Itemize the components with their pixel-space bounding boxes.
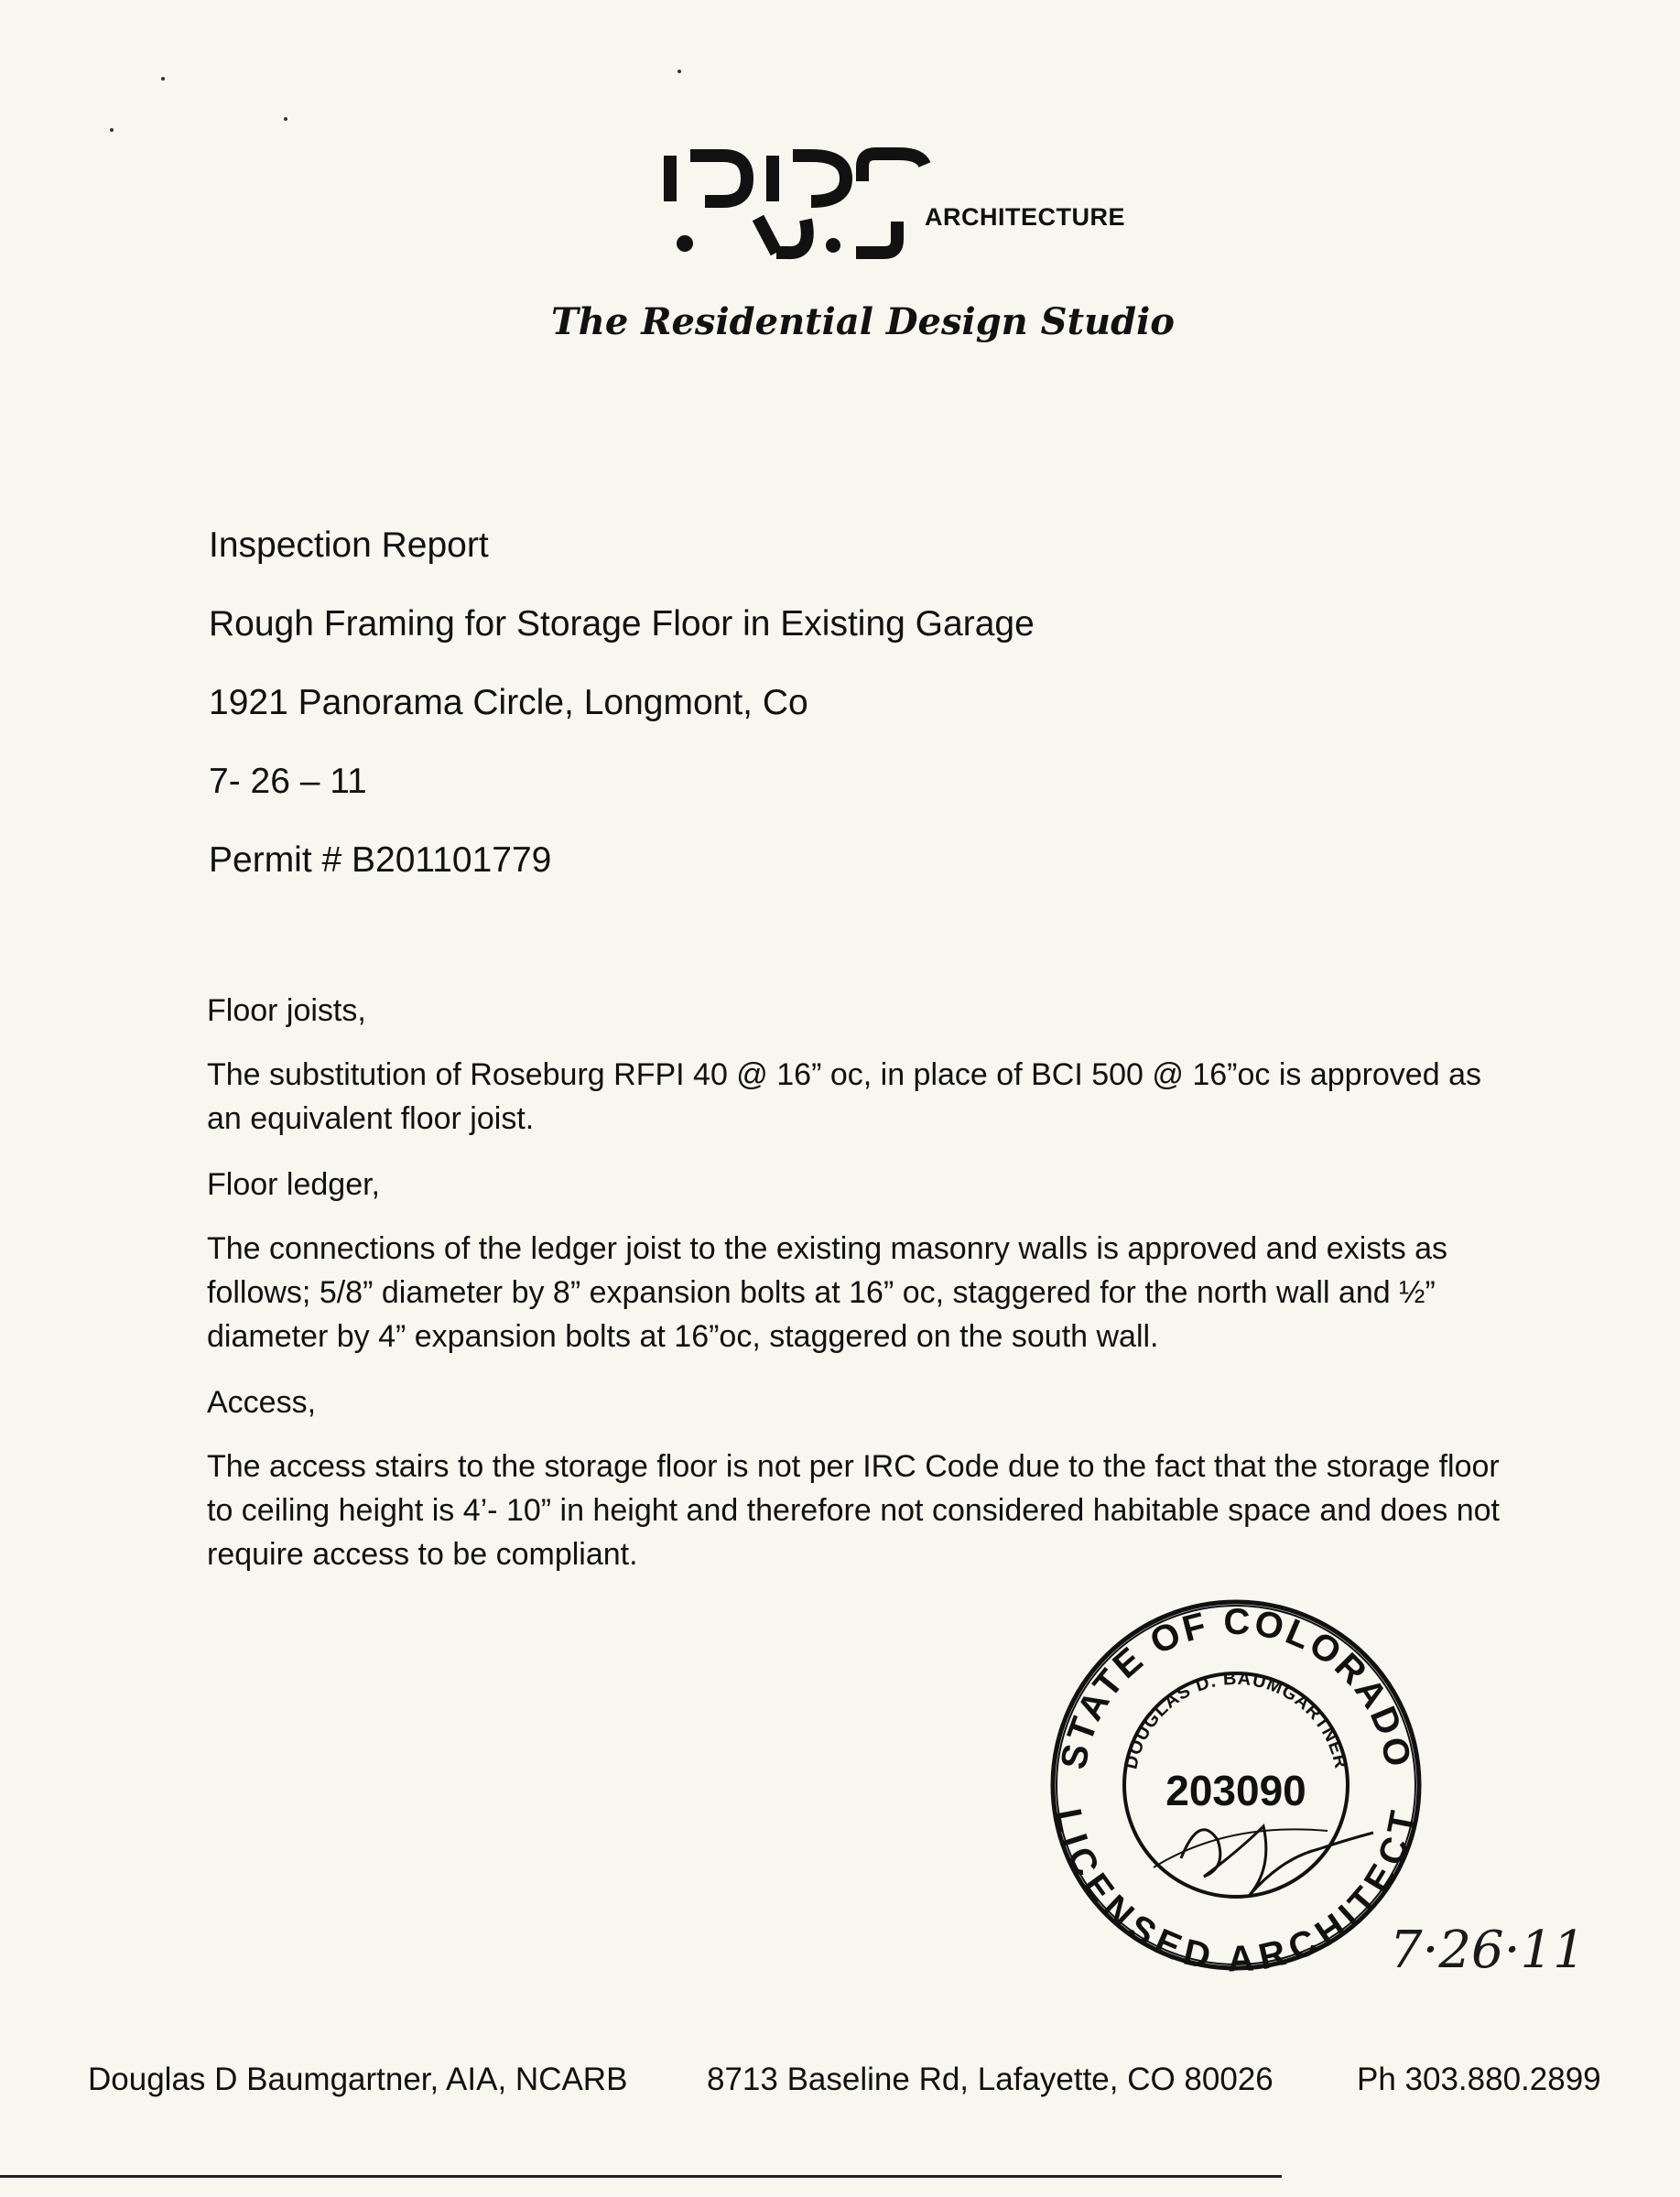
section-text-access: The access stairs to the storage floor is not per IRC Code due to the fact that the storage floor to ceiling height is 4’- 10” in height and therefore not considered habitable space and does not require access to be compliant. <box>207 1449 1500 1572</box>
footer-phone: Ph 303.880.2899 <box>1357 2062 1601 2097</box>
scan-speck <box>677 70 681 73</box>
section-title-floor-ledger: Floor ledger, <box>207 1167 380 1202</box>
svg-text:DOUGLAS D. BAUMGARTNER <box>1121 1669 1350 1771</box>
section-title-access: Access, <box>207 1385 317 1420</box>
footer-name: Douglas D Baumgartner, AIA, NCARB <box>88 2062 628 2097</box>
scan-speck <box>284 117 287 121</box>
section-text-floor-ledger: The connections of the ledger joist to the existing masonry walls is approved and exists as follows; 5/8” diameter by 8” expansion bolts at 16” oc, staggered for the north wall and ½” diameter by 4” expansion bolts at 16”oc, staggered on the south wall. <box>207 1231 1448 1354</box>
logo-subtitle: ARCHITECTURE <box>925 203 1125 231</box>
section-text-floor-joists: The substitution of Roseburg RFPI 40 @ 16” oc, in place of BCI 500 @ 16”oc is approved as an equivalent floor joist. <box>207 1057 1481 1136</box>
signature-scribble <box>1181 1826 1373 1895</box>
report-date: 7- 26 – 11 <box>209 762 367 801</box>
report-subject: Rough Framing for Storage Floor in Existing Garage <box>209 604 1035 644</box>
footer-address: 8713 Baseline Rd, Lafayette, CO 80026 <box>707 2062 1274 2097</box>
scan-speck <box>110 128 114 132</box>
seal-inner-name: DOUGLAS D. BAUMGARTNER <box>1121 1668 1351 1771</box>
rds-logo <box>659 137 1044 265</box>
seal-outer-top: STATE OF COLORADO <box>1053 1601 1419 1773</box>
report-address: 1921 Panorama Circle, Longmont, Co <box>209 683 808 722</box>
report-body <box>207 989 1507 1598</box>
permit-number: Permit # B201101779 <box>209 840 552 880</box>
seal-license-number: 203090 <box>1165 1767 1306 1814</box>
section-title-floor-joists: Floor joists, <box>207 993 366 1028</box>
architect-seal <box>1044 1593 1428 1977</box>
scan-speck <box>161 77 165 81</box>
report-title: Inspection Report <box>209 525 489 565</box>
report-header <box>209 520 1035 914</box>
svg-text:LICENSED ARCHITECT <box>1047 1805 1425 1977</box>
footer-rule <box>0 2175 1282 2178</box>
tagline: The Residential Design Studio <box>551 300 1175 343</box>
handwritten-date: 7·26·11 <box>1390 1921 1586 1980</box>
seal-outer-bottom: LICENSED ARCHITECT <box>1047 1805 1425 1977</box>
